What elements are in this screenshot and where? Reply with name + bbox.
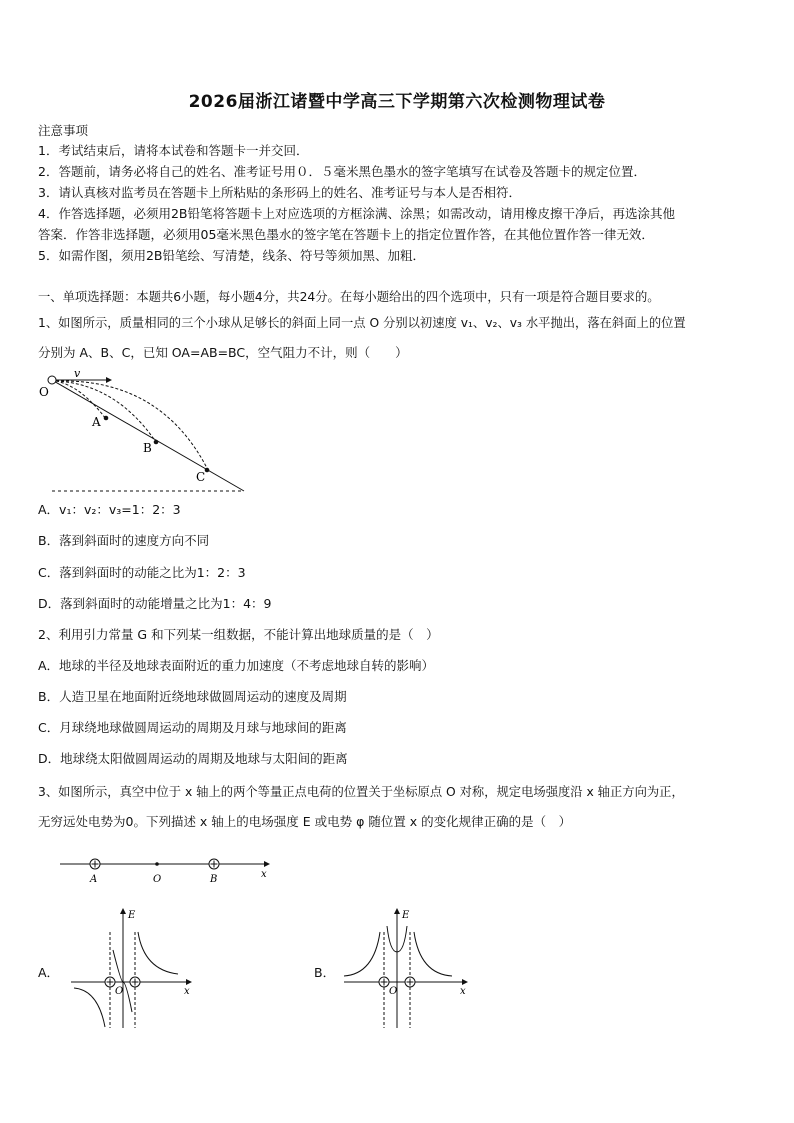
axis-x: x [184,986,190,997]
q3-stem-cont: 无穷远处电势为0。下列描述 x 轴上的电场强度 E 或电势 φ 随位置 x 的变化规律正确的是（ ） [38,814,572,829]
q3-option-b-label: B． [314,965,336,980]
q1-projectile-figure [36,364,251,496]
q3-charge-axis-figure [56,852,276,886]
q3-option-b-graph [340,902,472,1030]
q2-option-a: A．地球的半径及地球表面附近的重力加速度（不考虑地球自转的影响） [38,658,435,673]
axis-O: O [389,986,398,997]
label-x: x [261,869,267,880]
notice-item: 2．答题前，请务必将自己的姓名、准考证号用０．５毫米黑色墨水的签字笔填写在试卷及答题卡的规定位置． [38,164,646,179]
page-title: 2026届浙江诸暨中学高三下学期第六次检测物理试卷 [188,92,606,112]
q3-stem: 3、如图所示，真空中位于 x 轴上的两个等量正点电荷的位置关于坐标原点 O 对称，规定电场强度沿 x 轴正方向为正， [38,785,684,799]
q1-option-b: B．落到斜面时的速度方向不同 [38,533,210,548]
notice-item: 答案．作答非选择题，必须用05毫米黑色墨水的签字笔在答题卡上的指定位置作答，在其他位置作答一律无效． [38,227,654,242]
notice-item: 5．如需作图，须用2B铅笔绘、写清楚，线条、符号等须加黑、加粗． [38,248,425,263]
q1-option-a: A．v₁：v₂：v₃=1：2：3 [38,502,181,517]
label-C: C [196,470,206,484]
axis-O: O [115,986,124,997]
label-O: O [39,385,49,399]
q1-option-c: C．落到斜面时的动能之比为1：2：3 [38,565,246,580]
q2-stem: 2、利用引力常量 G 和下列某一组数据，不能计算出地球质量的是（ ） [38,627,439,642]
q1-option-d: D．落到斜面时的动能增量之比为1：4：9 [38,596,272,611]
q2-option-d: D．地球绕太阳做圆周运动的周期及地球与太阳间的距离 [38,751,348,766]
q1-stem: 1、如图所示，质量相同的三个小球从足够长的斜面上同一点 O 分别以初速度 v₁、v₂、v₃ 水平抛出，落在斜面上的位置 [38,316,686,330]
label-A: A [90,874,98,885]
label-B: B [143,441,152,455]
axis-E: E [128,910,136,921]
label-O: O [153,874,162,885]
q2-option-c: C．月球绕地球做圆周运动的周期及月球与地球间的距离 [38,720,347,735]
q3-option-a-graph [66,902,196,1030]
notice-heading: 注意事项 [38,123,89,138]
axis-E: E [402,910,410,921]
label-B: B [210,874,218,885]
q2-option-b: B．人造卫星在地面附近绕地球做圆周运动的速度及周期 [38,689,347,704]
section-heading: 一、单项选择题：本题共6小题，每小题4分，共24分。在每小题给出的四个选项中，只有一项是符合题目要求的。 [38,290,660,304]
axis-x: x [460,986,466,997]
q3-option-a-label: A． [38,965,60,980]
notice-item: 3．请认真核对监考员在答题卡上所粘贴的条形码上的姓名、准考证号与本人是否相符． [38,185,521,200]
label-v: v [74,367,81,380]
q1-stem-cont: 分别为 A、B、C，已知 OA=AB=BC，空气阻力不计，则（ ） [38,345,408,360]
notice-item: 1．考试结束后，请将本试卷和答题卡一并交回． [38,143,309,158]
notice-item: 4．作答选择题，必须用2B铅笔将答题卡上对应选项的方框涂满、涂黑；如需改动，请用橡皮擦干净后，再选涂其他 [38,206,675,221]
label-A: A [92,415,101,429]
